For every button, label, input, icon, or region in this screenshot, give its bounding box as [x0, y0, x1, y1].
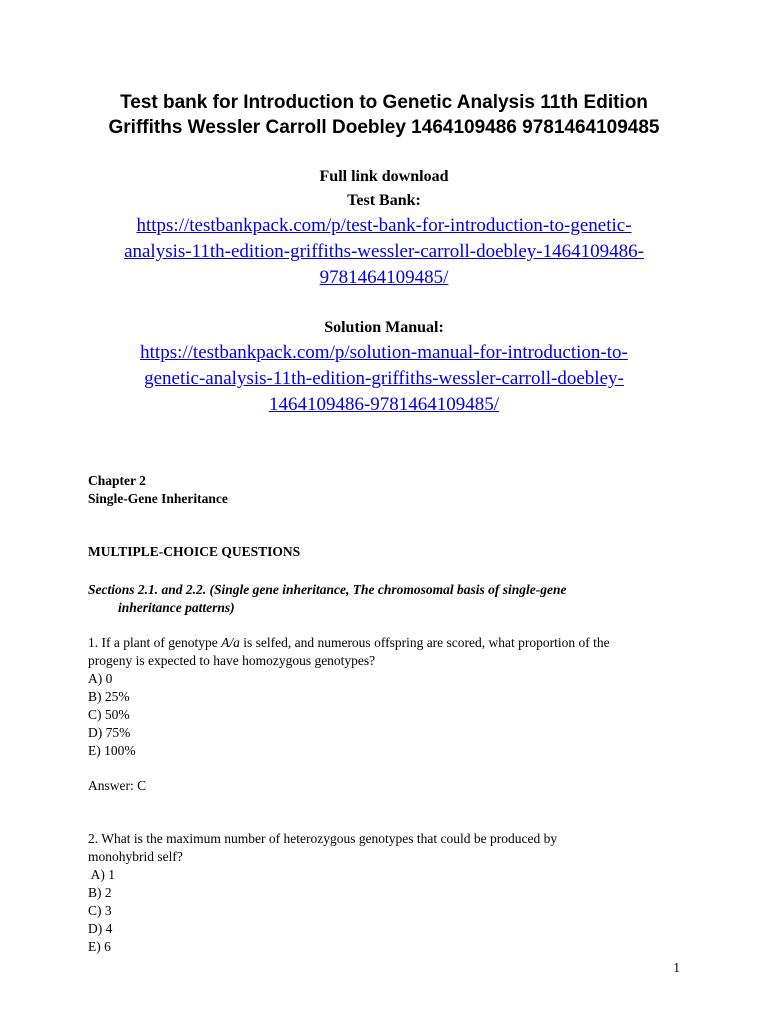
question-1	[88, 634, 688, 760]
solution-link-line-2[interactable]: genetic-analysis-11th-edition-griffiths-wessler-carroll-doebley-	[144, 368, 624, 389]
title-line-1: Test bank for Introduction to Genetic Analysis 11th Edition	[120, 92, 648, 113]
question-1-option-c: C) 50%	[88, 707, 130, 722]
question-1-option-b: B) 25%	[88, 689, 130, 704]
download-section	[0, 165, 768, 291]
test-bank-link-line-2[interactable]: analysis-11th-edition-griffiths-wessler-carroll-doebley-1464109486-	[124, 241, 644, 262]
chapter-number: Chapter 2	[88, 473, 146, 488]
question-2-option-e: E) 6	[88, 939, 111, 954]
question-2-stem-line-2: monohybrid self?	[88, 849, 183, 864]
sections-note-line-2: inheritance patterns)	[118, 600, 235, 615]
solution-section	[0, 316, 768, 418]
section-heading: MULTIPLE-CHOICE QUESTIONS	[88, 544, 301, 559]
question-2-option-d: D) 4	[88, 921, 113, 936]
solution-manual-label: Solution Manual:	[324, 319, 444, 336]
page-number: 1	[673, 960, 680, 975]
solution-link-line-3[interactable]: 1464109486-9781464109485/	[268, 394, 500, 415]
chapter-name: Single-Gene Inheritance	[88, 491, 228, 506]
question-1-option-a: A) 0	[88, 671, 113, 686]
download-heading: Full link download	[319, 168, 449, 185]
question-1-stem-post: is selfed, and numerous offspring are scored, what proportion of the	[239, 635, 610, 650]
test-bank-link[interactable]	[0, 213, 768, 291]
question-1-stem-pre: 1. If a plant of genotype	[88, 635, 222, 650]
question-1-option-e: E) 100%	[88, 743, 136, 758]
sections-note	[88, 581, 688, 617]
question-1-stem-line-2: progeny is expected to have homozygous genotypes?	[88, 653, 376, 668]
question-1-answer: Answer: C	[88, 778, 147, 793]
solution-manual-link[interactable]	[0, 340, 768, 418]
test-bank-link-line-3[interactable]: 9781464109485/	[319, 267, 449, 288]
question-2-option-b: B) 2	[88, 885, 112, 900]
question-2-option-a: A) 1	[88, 867, 115, 882]
question-2-option-c: C) 3	[88, 903, 112, 918]
question-1-stem	[88, 634, 688, 652]
solution-link-line-1[interactable]: https://testbankpack.com/p/solution-manual-for-introduction-to-	[140, 342, 628, 363]
sections-note-line-1: Sections 2.1. and 2.2. (Single gene inheritance, The chromosomal basis of single-gene	[88, 582, 567, 597]
title-line-2: Griffiths Wessler Carroll Doebley 1464109486 9781464109485	[108, 117, 660, 138]
question-2	[88, 830, 688, 956]
document-title	[0, 90, 768, 140]
question-1-genotype: A/a	[221, 635, 240, 650]
question-1-option-d: D) 75%	[88, 725, 131, 740]
chapter-heading	[88, 472, 688, 508]
test-bank-label: Test Bank:	[347, 192, 421, 209]
question-2-stem-line-1: 2. What is the maximum number of heterozygous genotypes that could be produced by	[88, 831, 558, 846]
test-bank-link-line-1[interactable]: https://testbankpack.com/p/test-bank-for-introduction-to-genetic-	[136, 215, 632, 236]
